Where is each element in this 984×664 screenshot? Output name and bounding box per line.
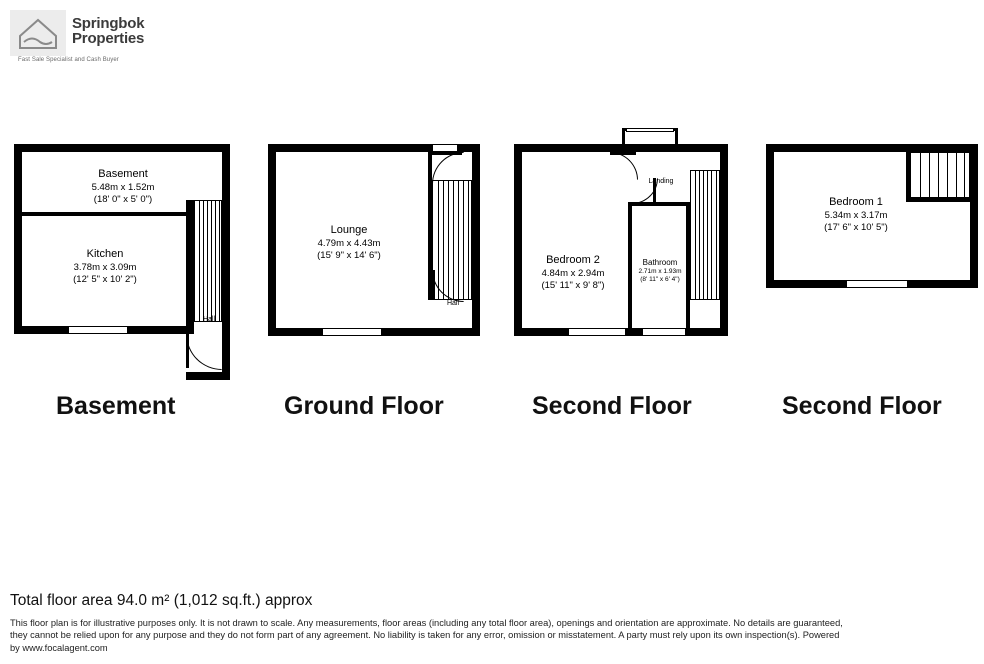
room-label-bedroom-1 [796,196,916,234]
floorplan-second-floor-b [766,144,978,290]
wall-right-upper [222,144,230,200]
window-dormer [626,128,674,132]
room-label-bathroom [632,258,688,284]
room-label-landing [636,178,686,187]
wall-top [14,144,230,152]
wall-stair-head [190,200,194,204]
floorplan-title-ground-floor: Ground Floor [284,392,444,420]
room-name: Hall [202,316,216,323]
wall-left [268,144,276,336]
floorplan-basement [14,144,234,380]
room-name: Basement [98,168,148,180]
door-leaf-hall-lower [432,270,435,300]
room-dim-imperial: (15' 11" x 9' 8") [541,279,605,291]
wall-internal-divider [22,212,190,216]
room-dim-metric: 4.79m x 4.43m [317,237,381,249]
room-dim-imperial: (17' 6" x 10' 5") [824,221,888,233]
room-name: Kitchen [86,248,124,260]
floorplan-second-floor-a [514,144,728,338]
wall-top [514,144,728,152]
room-label-hall [194,316,224,325]
door-hall [186,334,222,370]
wall-hall-right [222,200,230,380]
wall-landing-lower [632,202,690,206]
wall-right-lower [186,200,194,334]
room-label-hall [438,300,468,309]
room-label-basement [68,168,178,206]
door-leaf-hall-upper [432,152,462,155]
floorplan-title-second-floor-a: Second Floor [532,392,692,420]
disclaimer-line-3: by www.focalagent.com [10,642,108,653]
wall-left [14,144,22,334]
room-dim-metric: 5.34m x 3.17m [824,209,888,221]
wall-left [766,144,774,288]
door-leaf-landing-left [610,152,636,155]
room-dim-metric: 2.71m x 1.93m [638,268,682,275]
room-dim-metric: 5.48m x 1.52m [91,181,155,193]
room-dim-imperial: (15' 9" x 14' 6") [317,249,381,261]
room-name: Bathroom [642,258,678,267]
room-dim-imperial: (18' 0" x 5' 0") [93,193,153,205]
room-dim-metric: 3.78m x 3.09m [73,261,137,273]
door-leaf-hall [186,334,189,368]
room-name: Bedroom 2 [546,254,600,266]
door-landing-left [610,152,638,180]
wall-dormer-right [675,128,678,146]
floorplan-title-basement: Basement [56,392,176,420]
room-name: Hall [446,300,460,307]
floorplan-ground-floor [268,144,480,338]
disclaimer [10,617,978,654]
brand-logo [10,10,170,66]
window-bedroom1 [846,280,908,288]
wall-right [970,144,978,288]
window-bedroom2 [568,328,626,336]
room-dim-imperial: (12' 5" x 10' 2") [73,273,137,285]
room-name: Lounge [330,224,368,236]
disclaimer-line-2: they cannot be relied upon for any purpose and they do not form part of any agreement. No liability is taken for any error, omission or misstatement. A party must rely upon its own inspection(s). Powered [10,630,840,641]
wall-hall-bottom [186,372,230,380]
room-name: Bedroom 1 [829,196,883,208]
wall-left [514,144,522,336]
window-lounge-top [432,144,458,152]
room-dim-imperial: (8' 11" x 6' 4") [640,276,680,284]
window-kitchen [68,326,128,334]
house-logo-icon [10,10,66,56]
total-floor-area: Total floor area 94.0 m² (1,012 sq.ft.) approx [10,592,313,609]
window-bathroom [642,328,686,336]
brand-tagline: Fast Sale Specialist and Cash Buyer [18,57,119,63]
window-lounge-bottom [322,328,382,336]
wall-right [472,144,480,336]
wall-right [720,144,728,336]
brand-name-line2: Properties [72,30,145,47]
wall-top [766,144,978,152]
brand-name-line1: Springbok [72,15,145,32]
disclaimer-line-1: This floor plan is for illustrative purposes only. It is not drawn to scale. Any measurements, floor areas (including any total floor area), openings and orientation are approximate. No details are guaranteed, [10,618,843,628]
room-dim-metric: 4.84m x 2.94m [541,267,605,279]
room-label-bedroom-2 [518,254,628,292]
stairs-second-b [910,152,970,198]
brand-name [72,16,144,46]
floorplan-title-second-floor-b: Second Floor [782,392,942,420]
room-label-kitchen [50,248,160,286]
stairs-second [690,170,720,300]
room-label-lounge [290,224,408,262]
room-name: Landing [648,178,674,185]
stairs-basement [194,200,222,322]
door-hall-upper [432,152,464,184]
